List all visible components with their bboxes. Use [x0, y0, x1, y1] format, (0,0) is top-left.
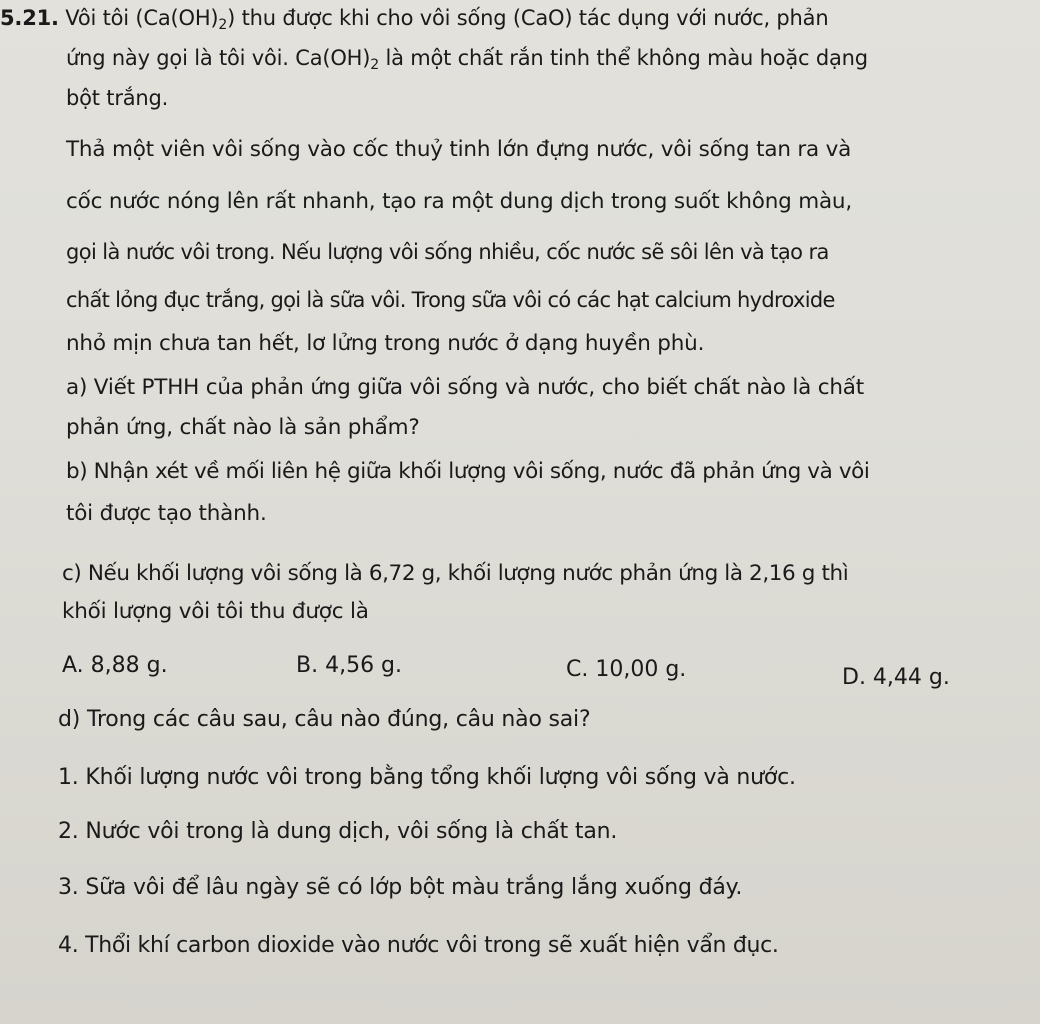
paragraph-line-1: Thả một viên vôi sống vào cốc thuỷ tinh lớn đựng nước, vôi sống tan ra và — [66, 137, 852, 162]
paragraph-line-2: cốc nước nóng lên rất nhanh, tạo ra một dung dịch trong suốt không màu, — [66, 189, 852, 214]
intro-text-2a: ứng này gọi là tôi vôi. Ca(OH) — [66, 46, 371, 70]
statement-4: 4. Thổi khí carbon dioxide vào nước vôi trong sẽ xuất hiện vẩn đục. — [58, 933, 779, 958]
intro-text-1b: ) thu được khi cho vôi sống (CaO) tác dụng với nước, phản — [227, 6, 829, 30]
choice-d: D. 4,44 g. — [842, 665, 950, 690]
intro-line-1 — [0, 4, 828, 32]
statement-1: 1. Khối lượng nước vôi trong bằng tổng khối lượng vôi sống và nước. — [58, 765, 796, 790]
question-b-line-2: tôi được tạo thành. — [66, 501, 267, 526]
question-a-line-2: phản ứng, chất nào là sản phẩm? — [66, 415, 420, 440]
paragraph-line-4: chất lỏng đục trắng, gọi là sữa vôi. Trong sữa vôi có các hạt calcium hydroxide — [66, 288, 835, 312]
statement-2: 2. Nước vôi trong là dung dịch, vôi sống là chất tan. — [58, 819, 618, 844]
question-c-line-1: c) Nếu khối lượng vôi sống là 6,72 g, khối lượng nước phản ứng là 2,16 g thì — [62, 561, 849, 586]
problem-number: 5.21. — [0, 6, 59, 30]
question-a-line-1: a) Viết PTHH của phản ứng giữa vôi sống và nước, cho biết chất nào là chất — [66, 375, 864, 400]
paragraph-line-5: nhỏ mịn chưa tan hết, lơ lửng trong nước ở dạng huyền phù. — [66, 331, 705, 356]
intro-subscript-2: 2 — [370, 57, 379, 73]
statement-3: 3. Sữa vôi để lâu ngày sẽ có lớp bột màu trắng lắng xuống đáy. — [58, 875, 743, 900]
question-d: d) Trong các câu sau, câu nào đúng, câu nào sai? — [58, 707, 591, 732]
question-b-line-1: b) Nhận xét về mối liên hệ giữa khối lượng vôi sống, nước đã phản ứng và vôi — [66, 459, 870, 484]
intro-line-2 — [66, 44, 868, 72]
paragraph-line-3: gọi là nước vôi trong. Nếu lượng vôi sống nhiều, cốc nước sẽ sôi lên và tạo ra — [66, 240, 829, 264]
choice-c: C. 10,00 g. — [566, 657, 687, 682]
intro-text-1a: Vôi tôi (Ca(OH) — [65, 6, 219, 30]
choice-a: A. 8,88 g. — [62, 653, 168, 678]
question-c-line-2: khối lượng vôi tôi thu được là — [62, 599, 369, 624]
intro-line-3: bột trắng. — [66, 86, 169, 110]
intro-subscript-1: 2 — [218, 17, 228, 33]
choice-b: B. 4,56 g. — [296, 653, 403, 678]
intro-text-2b: là một chất rắn tinh thể không màu hoặc dạng — [378, 46, 868, 70]
